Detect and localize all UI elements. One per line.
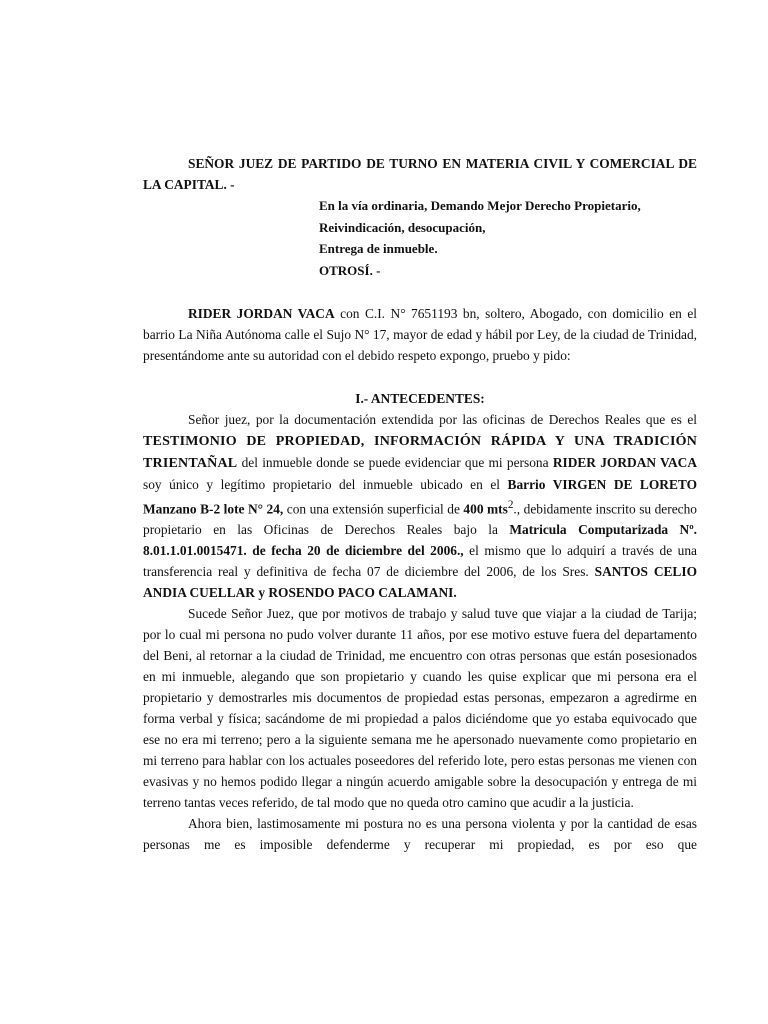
antecedentes-paragraph-2: Sucede Señor Juez, que por motivos de trabajo y salud tuve que viajar a la ciudad de Tarija; por lo cual mi persona no pudo volver durante 11 años, por ese motivo estuve fuera del departamento del Beni, al retornar a la ciudad de Trinidad, me encuentro con otras personas que están posesionados en mi inmueble, alegando que son propietario y cuando les quise explicar que mi persona era el propietario y demostrarles mis documentos de propiedad estas personas, empezaron a agredirme en forma verbal y física; sacándome de mi propiedad a palos diciéndome que yo estaba equivocado que ese no era mi terreno; pero a la siguiente semana me he apersonado nuevamente como propietario en mi terreno para hablar con los actuales poseedores del referido lote, pero estas personas me vienen con evasivas y no hemos podido llegar a ningún acuerdo amigable sobre la desocupación y entrega de mi terreno tantas veces referido, de tal modo que no queda otro camino que acudir a la justicia. bbox=[143, 606, 697, 811]
p1-bold-matricula: Matricula Computarizada Nº. 8.01.1.01.0015471. de fecha 20 de diciembre del 2006., bbox=[143, 522, 697, 559]
p1-area-superscript: 2 bbox=[507, 499, 514, 511]
sumilla-line-3: Entrega de inmueble. bbox=[319, 241, 438, 256]
p1-text-4: con una extensión superficial de bbox=[283, 501, 464, 517]
sumilla-line-2: Reivindicación, desocupación, bbox=[319, 219, 486, 235]
p1-text-3: soy único y legítimo propietario del inmueble ubicado en el bbox=[143, 477, 508, 492]
section-title-antecedentes: I.- ANTECEDENTES: bbox=[355, 391, 485, 406]
sumilla-line-4: OTROSÍ. - bbox=[319, 262, 381, 278]
court-heading-line1: SEÑOR JUEZ DE PARTIDO DE TURNO EN MATERIA CIVIL Y bbox=[188, 156, 585, 171]
p1-text-6: el mismo que lo adquirí a través de una transferencia real y definitiva de fecha 07 de diciembre del 2006, de los Sres. bbox=[143, 543, 697, 580]
p1-text-1: Señor juez, por la documentación extendida por las oficinas de Derechos Reales que es el bbox=[188, 412, 697, 427]
p1-text-5: ., debidamente inscrito su derecho propietario en las Oficinas de Derechos Reales bajo la bbox=[143, 501, 697, 538]
p1-bold-name: RIDER JORDAN VACA bbox=[552, 455, 698, 470]
p1-bold-area: 400 mts bbox=[463, 501, 508, 517]
court-heading-line2: COMERCIAL DE LA CAPITAL. - bbox=[143, 156, 697, 192]
sumilla-block bbox=[319, 195, 697, 281]
p1-text-2: del inmueble donde se puede evidenciar que mi persona bbox=[237, 455, 553, 470]
court-heading bbox=[143, 153, 697, 195]
p1-bold-sellers: SANTOS CELIO ANDIA CUELLAR y ROSENDO PACO CALAMANI. bbox=[143, 564, 697, 601]
document-body bbox=[143, 153, 697, 855]
p1-bold-address: Barrio VIRGEN DE LORETO Manzano B-2 lote N° 24, bbox=[143, 477, 697, 517]
antecedentes-paragraph-1 bbox=[143, 409, 697, 603]
antecedentes-paragraph-3: Ahora bien, lastimosamente mi postura no es una persona violenta y por la cantidad de esas personas me es imposible defenderme y recuperar mi propiedad, es por eso que bbox=[143, 816, 697, 853]
sumilla-line-1: En la vía ordinaria, Demando Mejor Derecho Propietario, bbox=[319, 198, 641, 213]
p1-bold-testimonio: TESTIMONIO DE PROPIEDAD, INFORMACIÓN RÁPIDA Y UNA TRADICIÓN TRIENTAÑAL bbox=[143, 434, 697, 471]
plaintiff-name: RIDER JORDAN VACA bbox=[188, 306, 335, 321]
intro-text: con C.I. N° 7651193 bn, soltero, Abogado, con domicilio en el barrio La Niña Autónoma calle el Sujo N° 17, mayor de edad y hábil por Ley, de la ciudad de Trinidad, presentándome ante su autoridad con el debido respeto expongo, pruebo y pido: bbox=[143, 306, 697, 363]
intro-paragraph bbox=[143, 303, 697, 366]
